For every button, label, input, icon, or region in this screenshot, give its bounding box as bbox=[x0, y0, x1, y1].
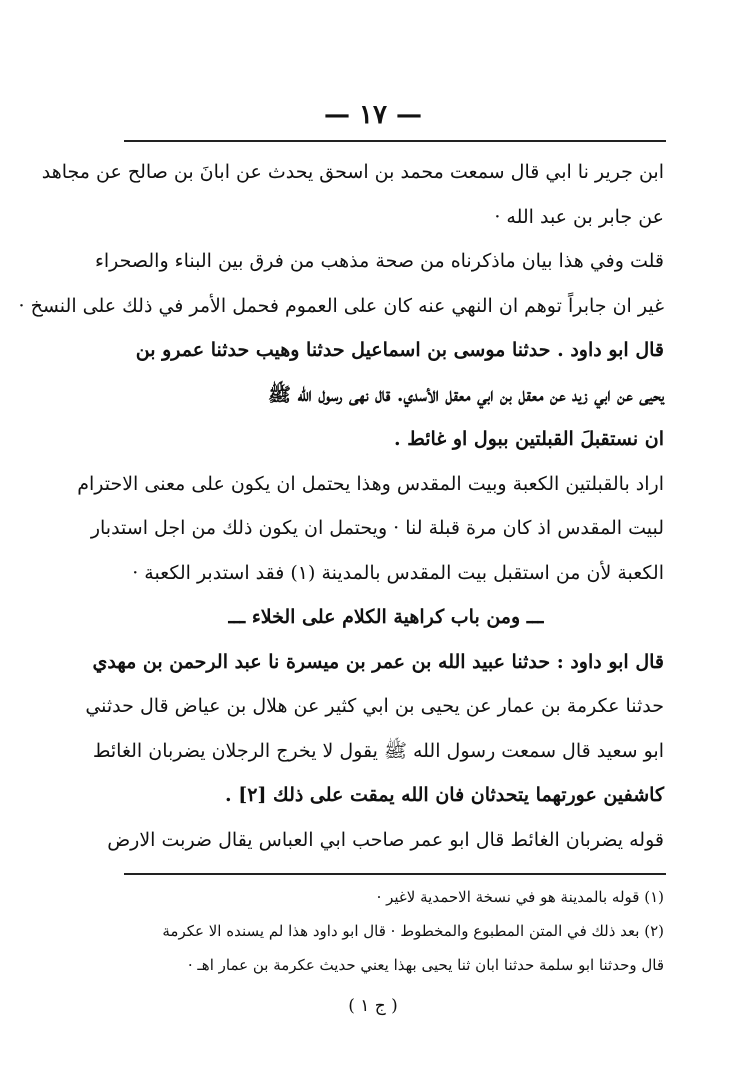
text-line: قال ابو داود : حدثنا عبيد الله بن عمر بن ميسرة نا عبد الرحمن بن مهدي bbox=[92, 650, 664, 673]
text-line: ان نستقبلَ القبلتين ببول او غائط . bbox=[393, 428, 664, 450]
footnote-divider bbox=[124, 873, 666, 875]
text-line: حدثنا عكرمة بن عمار عن يحيى بن ابي كثير عن هلال بن عياض قال حدثني bbox=[85, 695, 664, 717]
text-line: عن جابر بن عبد الله · bbox=[494, 205, 664, 228]
footnote-line: قال وحدثنا ابو سلمة حدثنا ابان ثنا يحيى بهذا يعني حديث عكرمة بن عمار اهـ · bbox=[187, 956, 664, 974]
text-line: كاشفين عورتهما يتحدثان فان الله يمقت على ذلك [٢] . bbox=[225, 784, 664, 806]
header-divider bbox=[124, 140, 666, 142]
text-line: قال ابو داود . حدثنا موسى بن اسماعيل حدثنا وهيب حدثنا عمرو بن bbox=[135, 339, 664, 361]
text-line: ابن جرير نا ابي قال سمعت محمد بن اسحق يحدث عن ابانَ بن صالح عن مجاهد bbox=[41, 161, 664, 183]
text-line: غير ان جابراً توهم ان النهي عنه كان على العموم فحمل الأمر في ذلك على النسخ · bbox=[18, 294, 664, 317]
text-line: قوله يضربان الغائط قال ابو عمر صاحب ابي العباس يقال ضربت الارض bbox=[107, 828, 664, 851]
signature-mark: ( ج ١ ) bbox=[348, 996, 398, 1016]
text-line: اراد بالقبلتين الكعبة وبيت المقدس وهذا يحتمل ان يكون على معنى الاحترام bbox=[77, 472, 664, 495]
page-number: — ١٧ — bbox=[323, 100, 423, 130]
main-text bbox=[18, 150, 664, 862]
text-line: قلت وفي هذا بيان ماذكرناه من صحة مذهب من فرق بين البناء والصحراء bbox=[94, 250, 664, 272]
footnotes bbox=[108, 880, 664, 982]
footnote-line: (٢) بعد ذلك في المتن المطبوع والمخطوط · قال ابو داود هذا لم يسنده الا عكرمة bbox=[162, 922, 664, 940]
chapter-heading: ـــ ومن باب كراهية الكلام على الخلاء ـــ bbox=[228, 606, 544, 628]
text-line: ابو سعيد قال سمعت رسول الله ﷺ يقول لا يخرج الرجلان يضربان الغائط bbox=[92, 739, 664, 762]
text-line: لبيت المقدس اذ كان مرة قبلة لنا · ويحتمل ان يكون ذلك من اجل استدبار bbox=[90, 517, 664, 539]
text-line: الكعبة لأن من استقبل بيت المقدس بالمدينة (١) فقد استدبر الكعبة · bbox=[132, 561, 664, 584]
text-line: يحيى عن ابي زيد عن معقل بن ابي معقل الأسدي. قال نهى رسول الله ﷺ bbox=[267, 383, 664, 406]
footnote-line: (١) قوله بالمدينة هو في نسخة الاحمدية لاغير · bbox=[376, 888, 664, 906]
